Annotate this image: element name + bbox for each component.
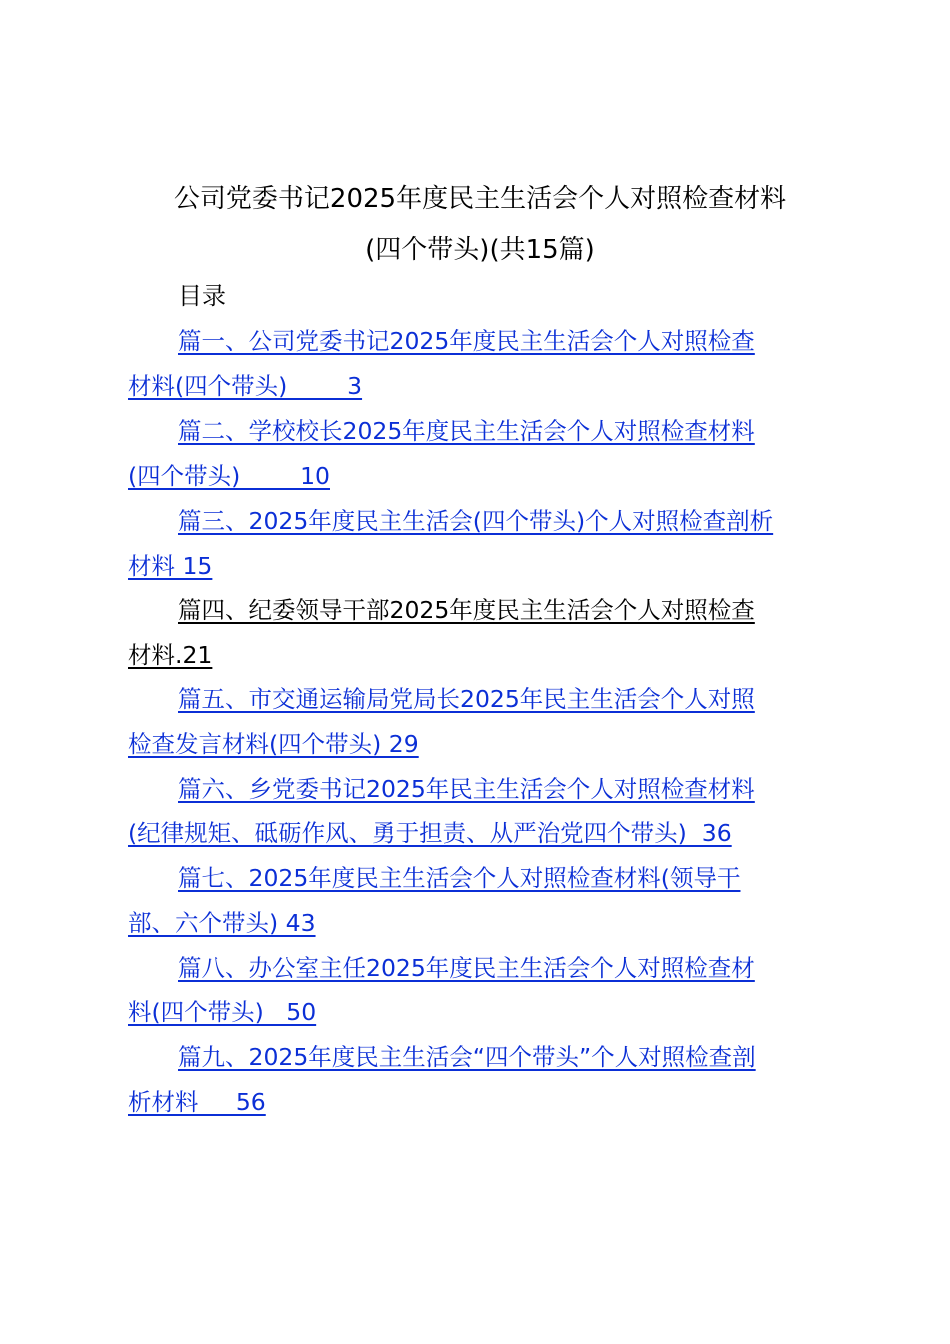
- document-title-line-1: 公司党委书记2025年度民主生活会个人对照检查材料: [173, 184, 787, 214]
- document-title-line-2: (四个带头)(共15篇): [365, 235, 595, 265]
- toc-entry-7-line-2[interactable]: 部、六个带头) 43: [128, 909, 316, 937]
- toc-entry-6-line-2[interactable]: (纪律规矩、砥砺作风、勇于担责、从严治党四个带头) 36: [128, 819, 732, 847]
- toc-entry-4-line-1[interactable]: 篇四、纪委领导干部2025年度民主生活会个人对照检查: [178, 596, 755, 624]
- toc-entry-7-line-1[interactable]: 篇七、2025年度民主生活会个人对照检查材料(领导干: [178, 864, 741, 892]
- toc-entry-4-line-2[interactable]: 材料.21: [128, 641, 213, 669]
- toc-entry-2-line-2[interactable]: (四个带头) 10: [128, 462, 330, 490]
- toc-entry-5-line-1[interactable]: 篇五、市交通运输局党局长2025年民主生活会个人对照: [178, 685, 755, 713]
- toc-entry-9-line-2[interactable]: 析材料 56: [128, 1088, 266, 1116]
- toc-entry-3-line-1[interactable]: 篇三、2025年度民主生活会(四个带头)个人对照检查剖析: [178, 507, 774, 535]
- toc-entry-9-line-1[interactable]: 篇九、2025年度民主生活会“四个带头”个人对照检查剖: [178, 1043, 756, 1071]
- toc-entry-8-line-1[interactable]: 篇八、办公室主任2025年度民主生活会个人对照检查材: [178, 954, 755, 982]
- toc-entry-1-line-2[interactable]: 材料(四个带头) 3: [128, 372, 363, 400]
- toc-entry-6-line-1[interactable]: 篇六、乡党委书记2025年民主生活会个人对照检查材料: [178, 775, 755, 803]
- toc-heading: 目录: [178, 282, 226, 310]
- toc-entry-2-line-1[interactable]: 篇二、学校校长2025年度民主生活会个人对照检查材料: [178, 417, 755, 445]
- toc-entry-8-line-2[interactable]: 料(四个带头) 50: [128, 998, 317, 1026]
- toc-entry-3-line-2[interactable]: 材料 15: [128, 552, 213, 580]
- toc-entry-5-line-2[interactable]: 检查发言材料(四个带头) 29: [128, 730, 419, 758]
- toc-entry-1-line-1[interactable]: 篇一、公司党委书记2025年度民主生活会个人对照检查: [178, 327, 755, 355]
